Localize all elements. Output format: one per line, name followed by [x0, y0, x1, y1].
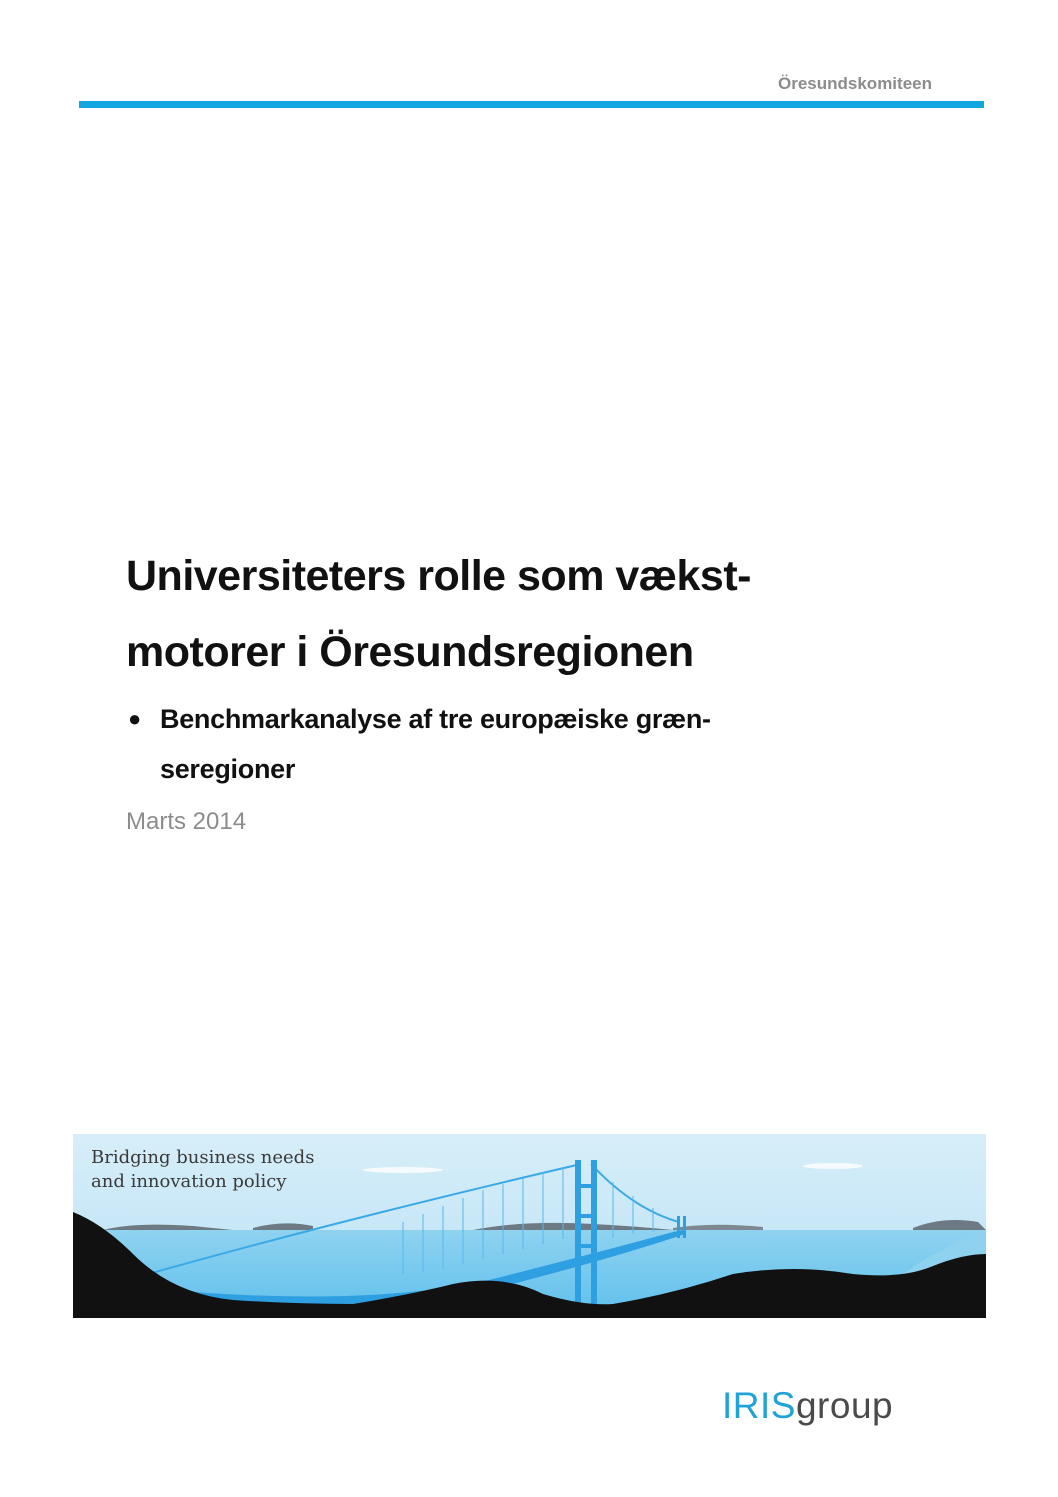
document-title: [126, 538, 886, 690]
header-organization: Öresundskomiteen: [778, 74, 932, 93]
title-line-2: motorer i Öresundsregionen: [126, 628, 694, 676]
logo-part-iris: IRIS: [722, 1385, 796, 1426]
title-line-1: Universiteters rolle som vækst-: [126, 552, 751, 600]
tagline-line-1: Bridging business needs: [91, 1147, 315, 1168]
subtitle-block: [126, 694, 846, 794]
document-subtitle: [160, 694, 711, 794]
irisgroup-logo: [722, 1385, 893, 1427]
header-rule: [79, 101, 984, 108]
bullet-icon: ●: [128, 706, 142, 731]
banner-tagline: [91, 1146, 314, 1194]
subtitle-line-2: seregioner: [160, 754, 296, 784]
tagline-line-2: and innovation policy: [91, 1171, 287, 1192]
publication-date: Marts 2014: [126, 808, 247, 835]
bridge-banner: [73, 1134, 986, 1318]
subtitle-line-1: Benchmarkanalyse af tre europæiske græn-: [160, 704, 711, 734]
logo-part-group: group: [795, 1385, 894, 1426]
